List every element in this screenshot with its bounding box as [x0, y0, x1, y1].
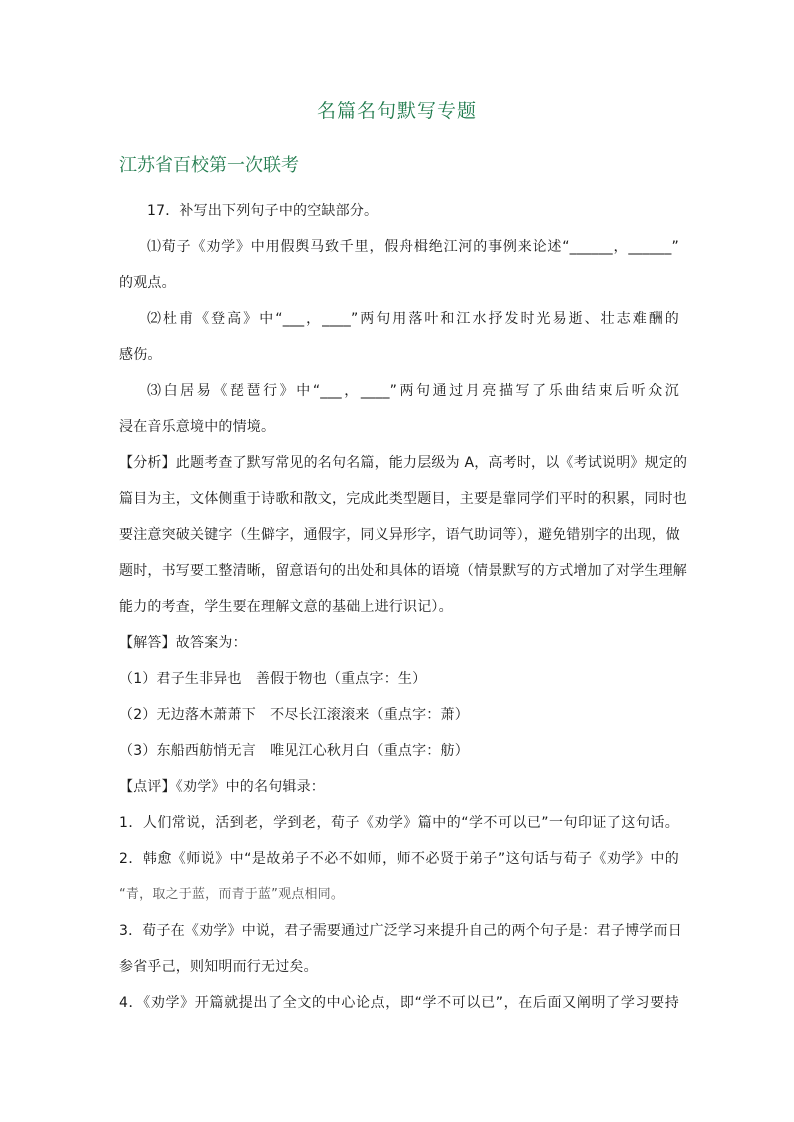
question-1-line-2: 的观点。	[119, 275, 176, 291]
page-title: 名篇名句默写专题	[316, 100, 477, 122]
comment-heading: 【点评】《劝学》中的名句辑录：	[119, 779, 325, 795]
comment-item-3-line-2: 参省乎己，则知明而行无过矣。	[119, 959, 318, 975]
analysis-line-2: 篇目为主，文体侧重于诗歌和散文，完成此类型题目，主要是靠同学们平时的积累，同时也	[119, 491, 687, 507]
question-3-line-2: 浸在音乐意境中的情境。	[119, 419, 276, 435]
comment-item-2-line-2: “青，取之于蓝，而青于蓝”观点相同。	[119, 887, 345, 902]
analysis-line-4: 题时，书写要工整清晰，留意语句的出处和具体的语境（情景默写的方式增加了对学生理解	[119, 563, 687, 579]
comment-item-3-line-1: 3．荀子在《劝学》中说，君子需要通过广泛学习来提升自己的两个句子是：君子博学而日	[119, 923, 682, 939]
comment-item-1: 1．人们常说，活到老，学到老，荀子《劝学》篇中的“学不可以已”一句印证了这句话。	[119, 815, 679, 831]
question-2-line-2: 感伤。	[119, 347, 162, 363]
analysis-line-5: 能力的考查，学生要在理解文意的基础上进行识记）。	[119, 599, 453, 615]
question-stem: 17．补写出下列句子中的空缺部分。	[147, 203, 379, 219]
question-1-line-1: ⑴荀子《劝学》中用假舆马致千里，假舟楫绝江河的事例来论述“______，______”	[147, 239, 679, 255]
question-2-line-1: ⑵杜甫《登高》中“___，____”两句用落叶和江水抒发时光易逝、壮志难酬的	[147, 311, 679, 327]
answer-item-3: （3）东船西舫悄无言 唯见江心秋月白（重点字：舫）	[119, 743, 469, 759]
analysis-line-1: 【分析】此题考查了默写常见的名句名篇，能力层级为 A，高考时，以《考试说明》规定的	[119, 455, 688, 471]
comment-item-2-line-1: 2．韩愈《师说》中“是故弟子不必不如师，师不必贤于弟子”这句话与荀子《劝学》中的	[119, 851, 679, 867]
question-3-line-1: ⑶白居易《琵琶行》中“___，____”两句通过月亮描写了乐曲结束后听众沉	[147, 383, 679, 399]
answer-item-2: （2）无边落木萧萧下 不尽长江滚滚来（重点字：萧）	[119, 707, 469, 723]
comment-item-4: 4．《劝学》开篇就提出了全文的中心论点，即“学不可以已”，在后面又阐明了学习要持	[119, 995, 679, 1011]
answer-item-1: （1）君子生非异也 善假于物也（重点字：生）	[119, 671, 427, 687]
analysis-line-3: 要注意突破关键字（生僻字，通假字，同义异形字，语气助词等），避免错别字的出现，做	[119, 527, 680, 543]
answer-heading: 【解答】故答案为：	[119, 635, 247, 651]
section-heading: 江苏省百校第一次联考	[119, 155, 299, 176]
